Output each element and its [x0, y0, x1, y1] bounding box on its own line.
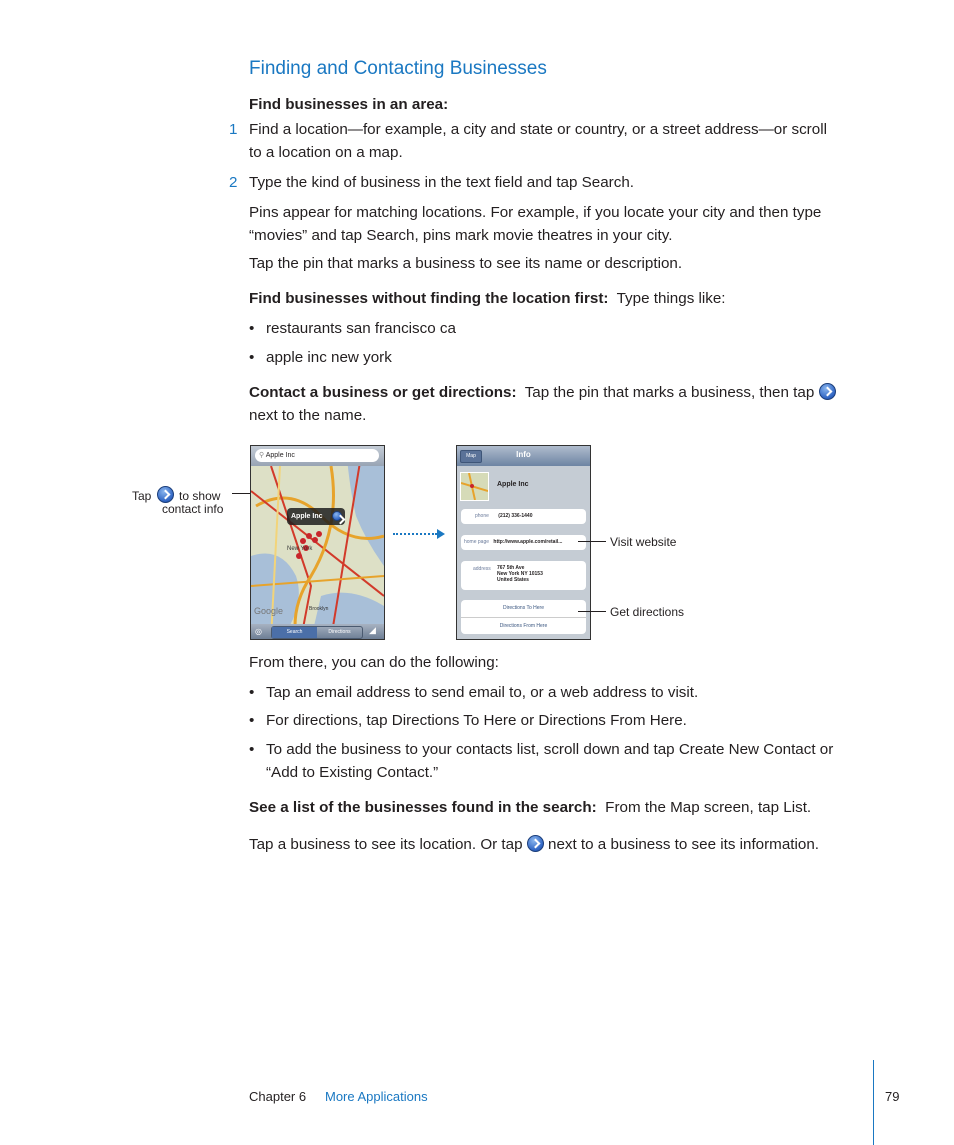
home-page-value: http://www.apple.com/retail... [493, 539, 563, 545]
map-thumbnail [460, 472, 489, 501]
step-line: Find a location—for example, a city and state or country, or a street address—or scroll [249, 121, 827, 138]
disclosure-chevron-icon [819, 383, 836, 400]
bullet-dot: • [249, 712, 255, 729]
bullet-dot: • [249, 684, 255, 701]
see-list-text: From the Map screen, tap List. [605, 799, 812, 816]
address-value [497, 565, 543, 583]
visit-website-caption: Visit website [610, 535, 677, 549]
footer-section-link[interactable]: More Applications [325, 1089, 428, 1104]
phone-row[interactable] [461, 509, 586, 524]
to-show-text: to show [179, 489, 221, 503]
contact-label: Contact a business or get directions: [249, 384, 517, 401]
pin-callout[interactable] [287, 508, 345, 525]
step-number: 1 [229, 121, 238, 138]
tap-caption-text: Tap [132, 489, 152, 503]
tap-pin-paragraph: Tap the pin that marks a business to see its name or description. [249, 255, 683, 272]
step-number: 2 [229, 174, 238, 191]
address-label: address [473, 566, 491, 572]
list-item-text: For directions, tap Directions To Here or Directions From Here. [266, 712, 687, 729]
page-number: 79 [885, 1089, 900, 1104]
find-without-text: Type things like: [616, 290, 726, 307]
home-page-label: home page [464, 539, 490, 545]
list-item-text: “Add to Existing Contact.” [266, 764, 439, 781]
map-screenshot [250, 445, 385, 640]
tab-directions[interactable]: Directions [328, 629, 351, 635]
contact-text-2: next to the name. [249, 407, 367, 424]
contact-text: Tap the pin that marks a business, then tap [524, 384, 815, 401]
list-item [249, 681, 889, 704]
map-back-button[interactable]: Map [460, 450, 482, 463]
bullet-dot: • [249, 320, 255, 337]
list-item-text: To add the business to your contacts list, scroll down and tap Create New Contact or [266, 741, 834, 758]
pins-paragraph [249, 201, 821, 247]
step-text: Type the kind of business in the text field and tap Search. [249, 174, 634, 191]
disclosure-chevron-icon [157, 486, 174, 503]
leader-line [578, 611, 606, 612]
callout-label: Apple Inc [291, 513, 323, 520]
footer-divider [873, 1060, 874, 1145]
home-page-row[interactable] [461, 535, 586, 550]
locate-icon[interactable]: ◎ [255, 627, 262, 636]
see-list-label: See a list of the businesses found in the search: [249, 799, 597, 816]
list-item [249, 317, 549, 340]
business-name: Apple Inc [497, 481, 529, 488]
footer-chapter: Chapter 6 [249, 1089, 307, 1104]
segmented-control [271, 626, 363, 639]
step-text [249, 118, 827, 164]
from-there-paragraph: From there, you can do the following: [249, 654, 499, 671]
list-item [249, 709, 889, 732]
list-item-text: apple inc new york [266, 349, 392, 366]
tap-business-text: Tap a business to see its location. Or tap [249, 836, 523, 853]
list-item [249, 346, 549, 369]
address-line: 767 5th Ave [497, 565, 525, 571]
search-input[interactable] [255, 449, 379, 462]
disclosure-chevron-icon [527, 835, 544, 852]
tab-search[interactable]: Search [272, 627, 317, 638]
find-without-paragraph [249, 287, 726, 310]
list-item [249, 738, 889, 784]
map-place-label: Brooklyn [309, 606, 329, 612]
arrow-line [393, 533, 437, 535]
contact-info-caption: contact info [162, 502, 224, 516]
leader-line [578, 541, 606, 542]
find-area-label: Find businesses in an area: [249, 96, 449, 113]
list-item-text: restaurants san francisco ca [266, 320, 456, 337]
search-value: Apple Inc [265, 452, 295, 459]
search-icon: ⚲ [259, 452, 265, 459]
bullet-dot: • [249, 741, 255, 758]
address-row[interactable] [461, 561, 586, 590]
address-line: United States [497, 577, 529, 583]
info-nav-bar [457, 446, 590, 466]
info-title: Info [516, 450, 531, 459]
list-item-text: Tap an email address to send email to, or a web address to visit. [266, 684, 699, 701]
directions-from-here-button[interactable]: Directions From Here [499, 623, 548, 629]
step-line: to a location on a map. [249, 144, 403, 161]
get-directions-caption: Get directions [610, 605, 685, 619]
map-place-label: New York [287, 546, 313, 552]
contact-paragraph [249, 381, 836, 427]
page-curl-icon[interactable]: ◢ [369, 625, 376, 635]
tap-business-text-2: next to a business to see its information. [548, 836, 819, 853]
find-without-label: Find businesses without finding the location first: [249, 290, 609, 307]
disclosure-chevron-icon[interactable] [332, 511, 342, 521]
see-list-paragraph [249, 796, 811, 819]
google-logo: Google [254, 606, 284, 616]
arrow-head-icon [437, 529, 445, 539]
directions-group [461, 600, 586, 634]
tap-business-paragraph [249, 833, 819, 856]
map-toolbar [251, 624, 384, 639]
thumbnail-graphic [461, 473, 488, 500]
search-bar [251, 446, 384, 466]
pins-line: “movies” and tap Search, pins mark movie theatres in your city. [249, 227, 673, 244]
info-screenshot [456, 445, 591, 640]
bullet-dot: • [249, 349, 255, 366]
phone-label: phone [475, 513, 489, 519]
section-heading: Finding and Contacting Businesses [249, 58, 547, 79]
directions-to-here-button[interactable]: Directions To Here [461, 600, 586, 618]
address-line: New York NY 10153 [497, 571, 543, 577]
pins-line: Pins appear for matching locations. For example, if you locate your city and then type [249, 204, 822, 221]
tap-caption [132, 486, 220, 503]
phone-value: (212) 336-1440 [498, 513, 533, 519]
